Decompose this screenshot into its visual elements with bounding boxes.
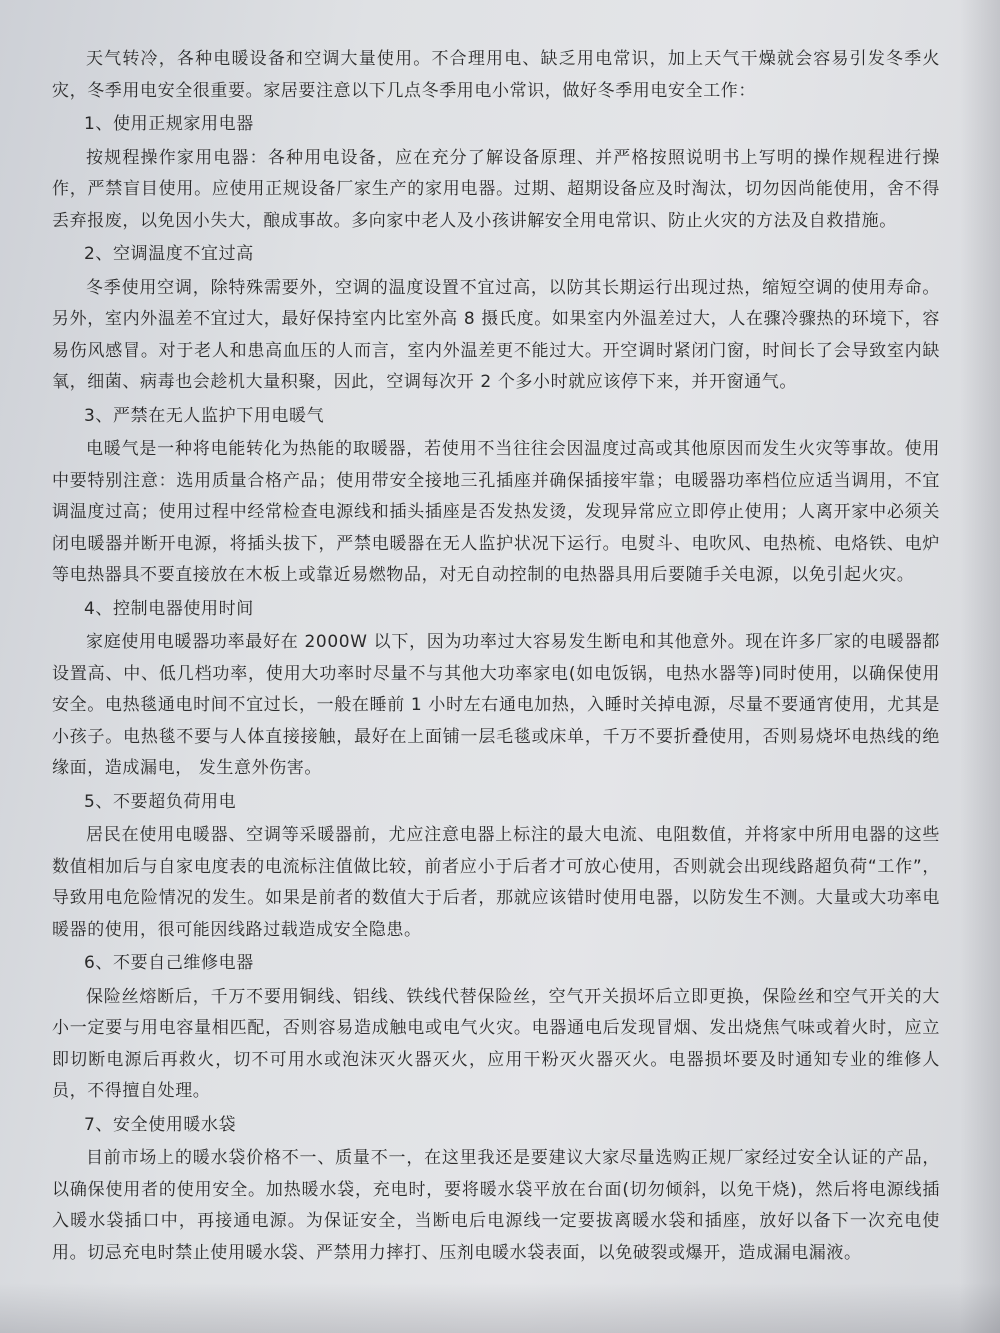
section-body: 居民在使用电暖器、空调等采暖器前，尤应注意电器上标注的最大电流、电阻数值，并将家中所用电器的这些数值相加后与自家电度表的电流标注值做比较，前者应小于后者才可放心使用，否则就会出现线路超负荷“工作”，导致用电危险情况的发生。如果是前者的数值大于后者，那就应该错时使用电器，以防发生不测。大量或大功率电暖器的使用，很可能因线路过载造成安全隐患。 xyxy=(52,825,940,940)
section-3 xyxy=(52,401,940,592)
section-body: 家庭使用电暖器功率最好在 2000W 以下，因为功率过大容易发生断电和其他意外。现在许多厂家的电暖器都设置高、中、低几档功率，使用大功率时尽量不与其他大功率家电(如电饭锅，电热水器等)同时使用，以确保使用安全。电热毯通电时间不宜过长，一般在睡前 1 小时左右通电加热，入睡时关掉电源，尽量不要通宵使用，尤其是小孩子。电热毯不要与人体直接接触，最好在上面铺一层毛毯或床单，千万不要折叠使用，否则易烧坏电热线的绝缘面，造成漏电， 发生意外伤害。 xyxy=(52,632,940,778)
section-7 xyxy=(52,1110,940,1270)
section-body: 目前市场上的暖水袋价格不一、质量不一，在这里我还是要建议大家尽量选购正规厂家经过安全认证的产品，以确保使用者的使用安全。加热暖水袋，充电时，要将暖水袋平放在台面(切勿倾斜，以免干烧)，然后将电源线插入暖水袋插口中，再接通电源。为保证安全，当断电后电源线一定要拔离暖水袋和插座，放好以备下一次充电使用。切忌充电时禁止使用暖水袋、严禁用力摔打、压剂电暖水袋表面，以免破裂或爆开，造成漏电漏液。 xyxy=(52,1148,940,1263)
section-heading: 3、严禁在无人监护下用电暖气 xyxy=(84,405,325,426)
section-heading: 2、空调温度不宜过高 xyxy=(84,244,254,264)
page-bottom-shadow xyxy=(0,1283,1000,1333)
section-heading: 1、使用正规家用电器 xyxy=(84,114,254,134)
section-5 xyxy=(52,787,940,947)
section-heading: 6、不要自己维修电器 xyxy=(84,953,254,973)
section-4 xyxy=(52,594,940,785)
section-heading: 5、不要超负荷用电 xyxy=(84,791,237,812)
section-1 xyxy=(52,109,940,237)
section-6 xyxy=(52,948,940,1108)
section-body: 保险丝熔断后，千万不要用铜线、铝线、铁线代替保险丝，空气开关损坏后立即更换，保险丝和空气开关的大小一定要与用电容量相匹配，否则容易造成触电或电气火灾。电器通电后发现冒烟、发出烧焦气味或着火时，应立即切断电源后再救火，切不可用水或泡沫灭火器灭火，应用干粉灭火器灭火。电器损坏要及时通知专业的维修人员，不得擅自处理。 xyxy=(52,986,940,1101)
page-edge-shadow xyxy=(960,0,1000,1333)
section-body: 电暖气是一种将电能转化为热能的取暖器，若使用不当往往会因温度过高或其他原因而发生火灾等事故。使用中要特别注意：选用质量合格产品；使用带安全接地三孔插座并确保插接牢靠；电暖器功率档位应适当调用，不宜调温度过高；使用过程中经常检查电源线和插头插座是否发热发烫，发现异常应立即停止使用；人离开家中必须关闭电暖器并断开电源，将插头拔下，严禁电暖器在无人监护状况下运行。电熨斗、电吹风、电热梳、电烙铁、电炉等电热器具不要直接放在木板上或靠近易燃物品，对无自动控制的电热器具用后要随手关电源，以免引起火灾。 xyxy=(52,439,940,585)
section-body: 按规程操作家用电器：各种用电设备，应在充分了解设备原理、并严格按照说明书上写明的操作规程进行操作，严禁盲目使用。应使用正规设备厂家生产的家用电器。过期、超期设备应及时淘汰，切勿因尚能使用，舍不得丢弃报废，以免因小失大，酿成事故。多向家中老人及小孩讲解安全用电常识、防止火灾的方法及自救措施。 xyxy=(52,147,940,231)
section-heading: 7、安全使用暖水袋 xyxy=(84,1114,237,1135)
intro-paragraph: 天气转冷，各种电暖设备和空调大量使用。不合理用电、缺乏用电常识，加上天气干燥就会容易引发冬季火灾，冬季用电安全很重要。家居要注意以下几点冬季用电小常识，做好冬季用电安全工作： xyxy=(52,49,940,101)
section-body: 冬季使用空调，除特殊需要外，空调的温度设置不宜过高，以防其长期运行出现过热，缩短空调的使用寿命。另外，室内外温差不宜过大，最好保持室内比室外高 8 摄氏度。如果室内外温差过大，人在骤冷骤热的环境下，容易伤风感冒。对于老人和患高血压的人而言，室内外温差更不能过大。开空调时紧闭门窗，时间长了会导致室内缺氧，细菌、病毒也会趁机大量积聚，因此，空调每次开 2 个多小时就应该停下来，并开窗通气。 xyxy=(52,277,940,392)
section-2 xyxy=(52,239,940,399)
section-heading: 4、控制电器使用时间 xyxy=(84,598,254,619)
